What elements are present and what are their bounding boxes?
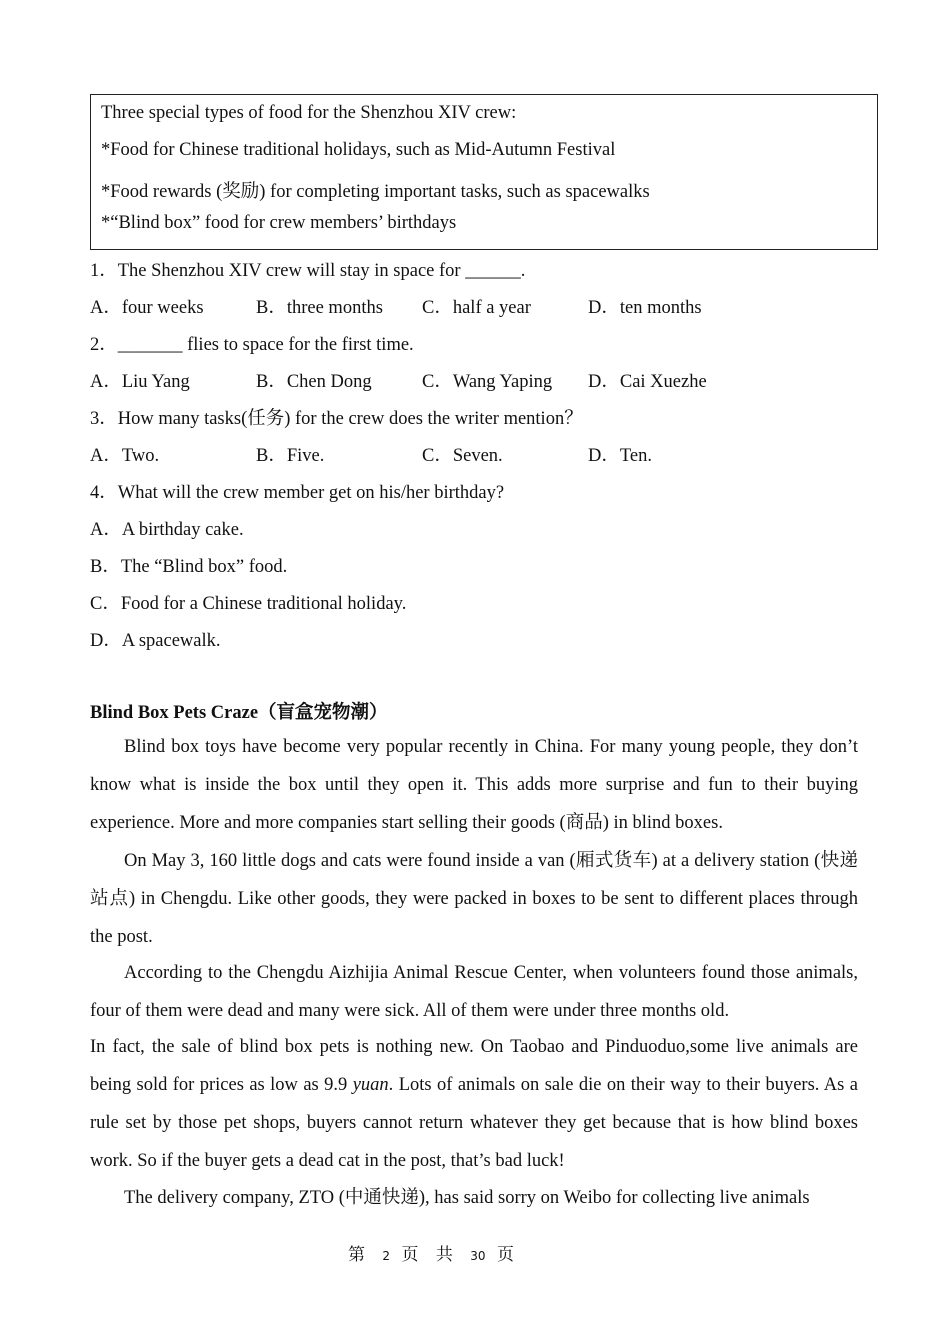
q1-option-d: D．ten months (588, 298, 702, 318)
q2-option-d: D．Cai Xuezhe (588, 372, 707, 392)
footer-total-pages: 30 (470, 1249, 486, 1263)
article-title: Blind Box Pets Craze（盲盒宠物潮） (90, 703, 388, 723)
info-box (90, 94, 878, 250)
question-4: 4．What will the crew member get on his/her birthday? (90, 483, 505, 503)
paragraph-4-text-end: . Lots of animals on sale die on their way to their buyers. As a rule set by those pet shops, buyers cannot return whatever they get because that is how blind boxes work. So if the buyer gets a dead cat in the post, that’s bad luck! (90, 1075, 858, 1171)
q1-option-a: A．four weeks (90, 298, 204, 318)
question-2: 2．_______ flies to space for the first time. (90, 335, 414, 355)
q2-option-a: A．Liu Yang (90, 372, 190, 392)
footer-middle: 页 共 (401, 1245, 459, 1265)
paragraph-4-text: In fact, the sale of blind box pets is nothing new. On Taobao and Pinduoduo,some live animals are being sold for prices as low as 9.9 (90, 1037, 858, 1095)
q2-option-b: B．Chen Dong (256, 372, 372, 392)
article-paragraph-5: The delivery company, ZTO (中通快递), has said sorry on Weibo for collecting live animals (124, 1188, 810, 1208)
paragraph-4-italic: yuan (352, 1075, 389, 1095)
q4-option-a: A．A birthday cake. (90, 520, 244, 540)
q1-option-c: C．half a year (422, 298, 531, 318)
page-footer (0, 1240, 868, 1265)
footer-suffix: 页 (496, 1245, 520, 1265)
question-3: 3．How many tasks(任务) for the crew does the writer mention？ (90, 409, 583, 429)
q3-option-b: B．Five. (256, 446, 325, 466)
question-1: 1．The Shenzhou XIV crew will stay in space for ______. (90, 261, 526, 281)
q4-option-b: B．The “Blind box” food. (90, 557, 288, 577)
article-paragraph-1: Blind box toys have become very popular recently in China. For many young people, they don’t know what is inside the box until they open it. This adds more surprise and fun to their buying experience. More and more companies start selling their goods (商品) in blind boxes. (90, 737, 858, 833)
footer-page-number: 2 (382, 1249, 391, 1263)
q3-option-c: C．Seven. (422, 446, 503, 466)
info-box-line: *“Blind box” food for crew members’ birthdays (101, 213, 457, 233)
article-paragraph-2: On May 3, 160 little dogs and cats were found inside a van (厢式货车) at a delivery station (快递站点) in Chengdu. Like other goods, they were packed in boxes to be sent to different places through the post. (90, 851, 858, 947)
info-box-line: Three special types of food for the Shenzhou XIV crew: (101, 103, 517, 123)
info-box-line: *Food rewards (奖励) for completing important tasks, such as spacewalks (101, 182, 650, 202)
q2-option-c: C．Wang Yaping (422, 372, 553, 392)
article-paragraph-3: According to the Chengdu Aizhijia Animal Rescue Center, when volunteers found those animals, four of them were dead and many were sick. All of them were under three months old. (90, 963, 858, 1021)
info-box-line: *Food for Chinese traditional holidays, such as Mid-Autumn Festival (101, 140, 616, 160)
q4-option-c: C．Food for a Chinese traditional holiday. (90, 594, 407, 614)
q3-option-a: A．Two. (90, 446, 160, 466)
q1-option-b: B．three months (256, 298, 383, 318)
footer-prefix: 第 (348, 1245, 372, 1265)
q4-option-d: D．A spacewalk. (90, 631, 221, 651)
article-paragraph-4 (90, 1028, 858, 1180)
q3-option-d: D．Ten. (588, 446, 652, 466)
